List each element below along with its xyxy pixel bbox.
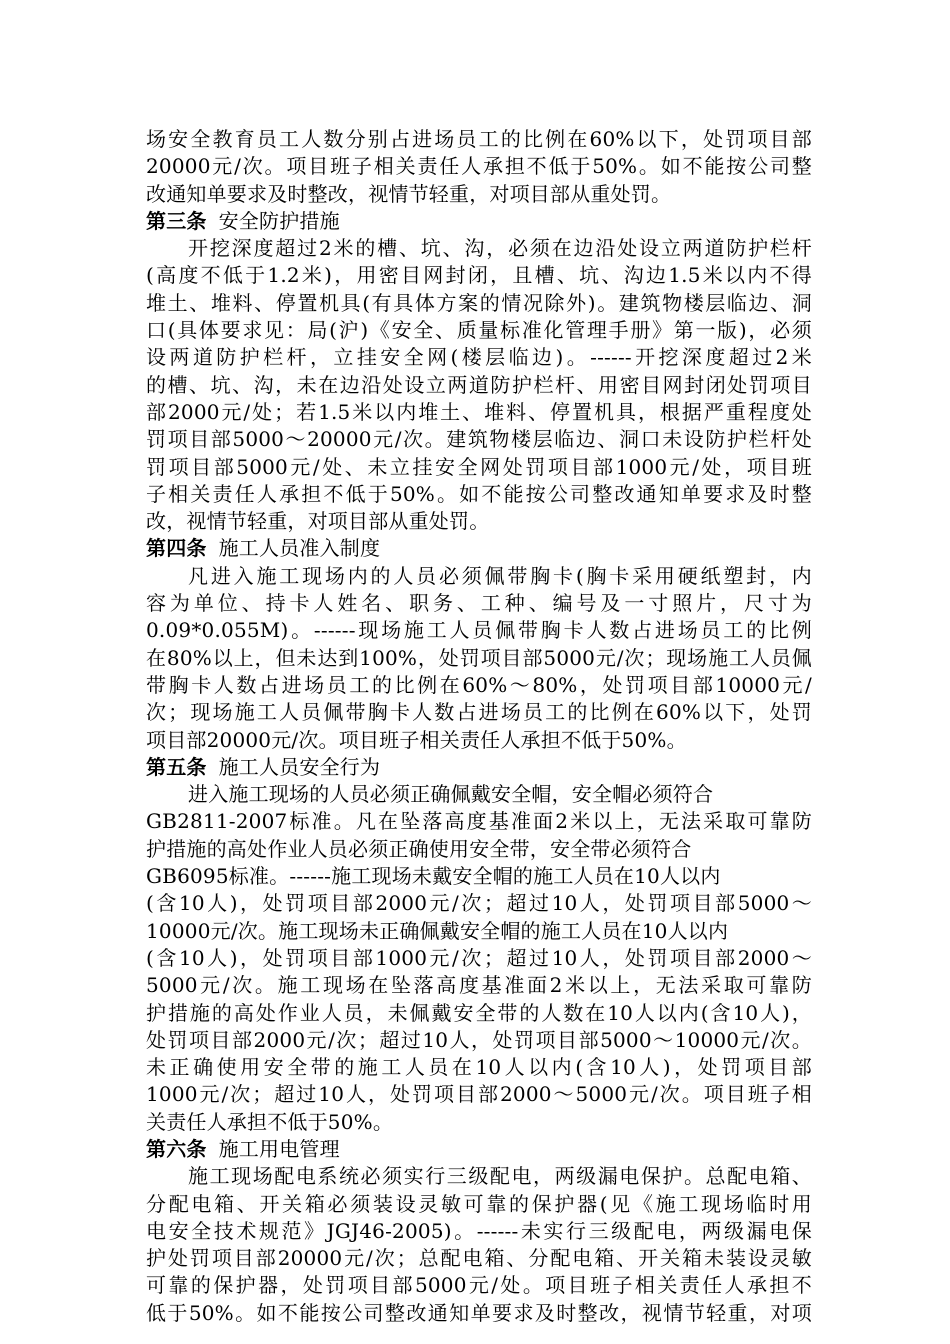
text-line: (含10人)，处罚项目部1000元/次；超过10人，处罚项目部2000～ xyxy=(146,945,812,970)
text-line: 设两道防护栏杆，立挂安全网(楼层临边)。------开挖深度超过2米 xyxy=(146,345,812,370)
text-line: 堆土、堆料、停置机具(有具体方案的情况除外)。建筑物楼层临边、洞 xyxy=(146,290,812,315)
text-line: GB2811-2007标准。凡在坠落高度基准面2米以上，无法采取可靠防 xyxy=(146,809,812,834)
text-line: 开挖深度超过2米的槽、坑、沟，必须在边沿处设立两道防护栏杆 xyxy=(188,236,812,261)
text-line: 关责任人承担不低于50%。 xyxy=(146,1109,394,1134)
text-line: 施工现场配电系统必须实行三级配电，两级漏电保护。总配电箱、 xyxy=(188,1164,812,1189)
text-line: (含10人)，处罚项目部2000元/次；超过10人，处罚项目部5000～ xyxy=(146,891,812,916)
text-line: (高度不低于1.2米)，用密目网封闭，且槽、坑、沟边1.5米以内不得 xyxy=(146,263,812,288)
text-line: 的槽、坑、沟，未在边沿处设立两道防护栏杆、用密目网封闭处罚项目 xyxy=(146,372,812,397)
article-number: 第三条 xyxy=(146,208,207,233)
text-line: 进入施工现场的人员必须正确佩戴安全帽，安全帽必须符合 xyxy=(188,782,714,807)
article-title: 施工人员安全行为 xyxy=(218,754,381,779)
text-line: 可靠的保护器，处罚项目部5000元/处。项目班子相关责任人承担不 xyxy=(146,1273,812,1298)
text-line: 口(具体要求见：局(沪)《安全、质量标准化管理手册》第一版)，必须 xyxy=(146,318,812,343)
article-title: 施工人员准入制度 xyxy=(218,536,381,561)
text-line: GB6095标准。------施工现场未戴安全帽的施工人员在10人以内 xyxy=(146,864,721,889)
text-line: 电安全技术规范》JGJ46-2005)。------未实行三级配电，两级漏电保 xyxy=(146,1218,812,1243)
text-line: 子相关责任人承担不低于50%。如不能按公司整改通知单要求及时整 xyxy=(146,481,812,506)
text-line: 5000元/次。施工现场在坠落高度基准面2米以上，无法采取可靠防 xyxy=(146,973,812,998)
text-line: 在80%以上，但未达到100%，处罚项目部5000元/次；现场施工人员佩 xyxy=(146,645,812,670)
article-heading xyxy=(146,535,812,562)
text-line: 处罚项目部2000元/次；超过10人，处罚项目部5000～10000元/次。 xyxy=(146,1027,812,1052)
article-title: 施工用电管理 xyxy=(218,1136,340,1161)
text-line: 部2000元/处；若1.5米以内堆土、堆料、停置机具，根据严重程度处 xyxy=(146,399,812,424)
text-line: 改通知单要求及时整改，视情节轻重，对项目部从重处罚。 xyxy=(146,181,672,206)
text-line: 低于50%。如不能按公司整改通知单要求及时整改，视情节轻重，对项 xyxy=(146,1300,812,1325)
text-line: 项目部20000元/次。项目班子相关责任人承担不低于50%。 xyxy=(146,727,687,752)
article-heading xyxy=(146,208,812,235)
text-line: 带胸卡人数占进场员工的比例在60%～80%，处罚项目部10000元/ xyxy=(146,672,812,697)
text-line: 1000元/次；超过10人，处罚项目部2000～5000元/次。项目班子相 xyxy=(146,1082,812,1107)
article-title: 安全防护措施 xyxy=(218,208,340,233)
article-number: 第六条 xyxy=(146,1136,207,1161)
text-line: 护措施的高处作业人员必须正确使用安全带，安全带必须符合 xyxy=(146,836,692,861)
text-line: 容为单位、持卡人姓名、职务、工种、编号及一寸照片，尺寸为 xyxy=(146,591,812,616)
document-page xyxy=(146,126,812,1327)
text-line: 凡进入施工现场内的人员必须佩带胸卡(胸卡采用硬纸塑封，内 xyxy=(188,563,812,588)
text-line: 护措施的高处作业人员，未佩戴安全带的人数在10人以内(含10人)， xyxy=(146,1000,812,1025)
article-heading xyxy=(146,1136,812,1163)
text-line: 改，视情节轻重，对项目部从重处罚。 xyxy=(146,509,490,534)
text-line: 护处罚项目部20000元/次；总配电箱、分配电箱、开关箱未装设灵敏 xyxy=(146,1246,812,1271)
text-line: 20000元/次。项目班子相关责任人承担不低于50%。如不能按公司整 xyxy=(146,154,812,179)
text-line: 罚项目部5000～20000元/次。建筑物楼层临边、洞口未设防护栏杆处 xyxy=(146,427,812,452)
article-number: 第四条 xyxy=(146,536,207,561)
text-line: 罚项目部5000元/处、未立挂安全网处罚项目部1000元/处，项目班 xyxy=(146,454,812,479)
text-line: 0.09*0.055M)。------现场施工人员佩带胸卡人数占进场员工的比例 xyxy=(146,618,812,643)
text-line: 次；现场施工人员佩带胸卡人数占进场员工的比例在60%以下，处罚 xyxy=(146,700,812,725)
article-heading xyxy=(146,754,812,781)
text-line: 未正确使用安全带的施工人员在10人以内(含10人)，处罚项目部 xyxy=(146,1055,812,1080)
text-line: 10000元/次。施工现场未正确佩戴安全帽的施工人员在10人以内 xyxy=(146,918,729,943)
article-number: 第五条 xyxy=(146,754,207,779)
text-line: 场安全教育员工人数分别占进场员工的比例在60%以下，处罚项目部 xyxy=(146,127,812,151)
text-line: 分配电箱、开关箱必须装设灵敏可靠的保护器(见《施工现场临时用 xyxy=(146,1191,812,1216)
